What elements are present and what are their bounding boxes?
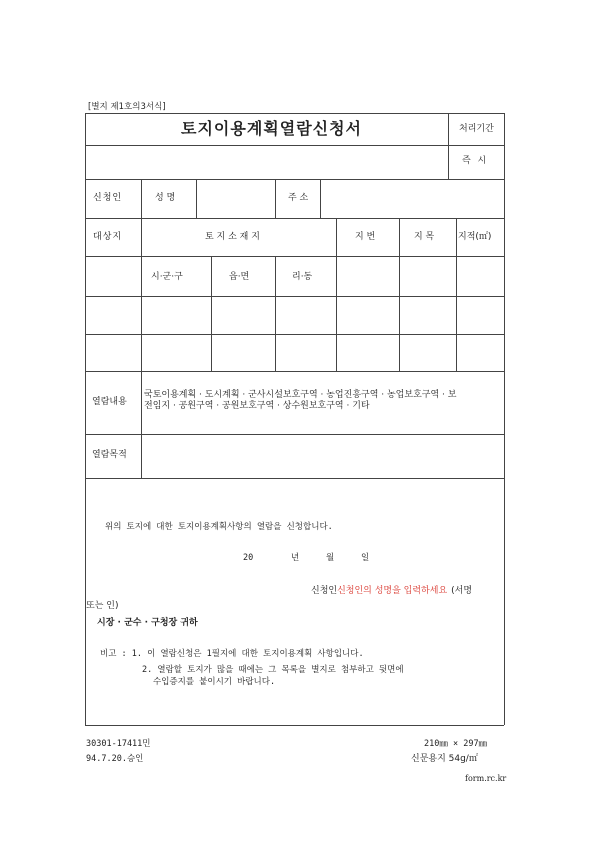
date-month-label: 월 (326, 553, 335, 563)
name-label: 성 명 (155, 193, 176, 203)
paper-size: 210㎜ × 297㎜ (424, 739, 488, 749)
site-watermark: form.rc.kr (465, 774, 507, 783)
blank-header-cell (86, 146, 447, 178)
sub-header-si-gun-gu: 시·군·구 (151, 272, 183, 282)
address-label: 주 소 (288, 193, 309, 203)
content-options-line2: 전임지 · 공원구역 · 공원보호구역 · 상수원보호구역 · 기타 (144, 401, 370, 411)
area-field-1[interactable] (457, 257, 503, 295)
lot-number-field-1[interactable] (337, 257, 398, 295)
land-location-label: 토 지 소 재 지 (205, 232, 260, 242)
target-label: 대상지 (93, 232, 123, 242)
land-row-3[interactable] (142, 335, 503, 370)
applicant-name-input[interactable]: 신청인의 성명을 입력하세요 (337, 586, 448, 596)
address-field[interactable] (321, 180, 503, 217)
paper-type: 신문용지 54g/㎡ (411, 754, 478, 764)
note-line-1: 비고 : 1. 이 열람신청은 1필지에 대한 토지이용계획 사항입니다. (100, 649, 364, 659)
application-statement: 위의 토지에 대한 토지이용계획사항의 열람을 신청합니다. (105, 522, 333, 532)
signature-line (311, 587, 472, 596)
purpose-field[interactable] (142, 435, 503, 477)
content-options-line1: 국토이용계획 · 도시계획 · 군사시설보호구역 · 농업진흥구역 · 농업보호구역 · 보 (144, 390, 457, 400)
land-row-2[interactable] (142, 297, 503, 333)
date-year-label: 년 (291, 553, 300, 563)
land-category-label: 지 목 (414, 232, 435, 242)
name-field[interactable] (197, 180, 274, 217)
date-day-label: 일 (361, 553, 370, 563)
processing-period-value: 즉 시 (462, 156, 489, 166)
form-code: 30301-17411민 (86, 739, 151, 749)
area-label: 지적(㎡) (458, 232, 492, 242)
sub-header-eup-myeon: 읍·면 (229, 272, 250, 282)
note-line-3: 수입증지를 붙이시기 바랍니다. (153, 677, 276, 687)
date-year-prefix: 20 (243, 553, 254, 563)
processing-period-label: 처리기간 (459, 124, 494, 134)
signature-suffix-2: 또는 인) (86, 601, 119, 611)
land-category-field-1[interactable] (400, 257, 455, 295)
purpose-label: 열람목적 (92, 450, 127, 460)
signature-suffix: (서명 (451, 586, 473, 596)
content-label: 열람내용 (92, 397, 127, 407)
applicant-label: 신청인 (93, 193, 123, 203)
approval-date: 94.7.20.승인 (86, 754, 144, 764)
signature-prefix: 신청인 (311, 586, 338, 596)
lot-number-label: 지 번 (355, 232, 376, 242)
addressee: 시장 · 군수 · 구청장 귀하 (97, 618, 198, 628)
form-title: 토지이용계획열람신청서 (181, 119, 363, 138)
sub-header-ri-dong: 리·동 (292, 272, 313, 282)
form-reference: [별지 제1호의3서식] (88, 102, 166, 112)
note-line-2: 2. 열람할 토지가 많을 때에는 그 목록을 별지로 첨부하고 뒷면에 (142, 665, 404, 675)
